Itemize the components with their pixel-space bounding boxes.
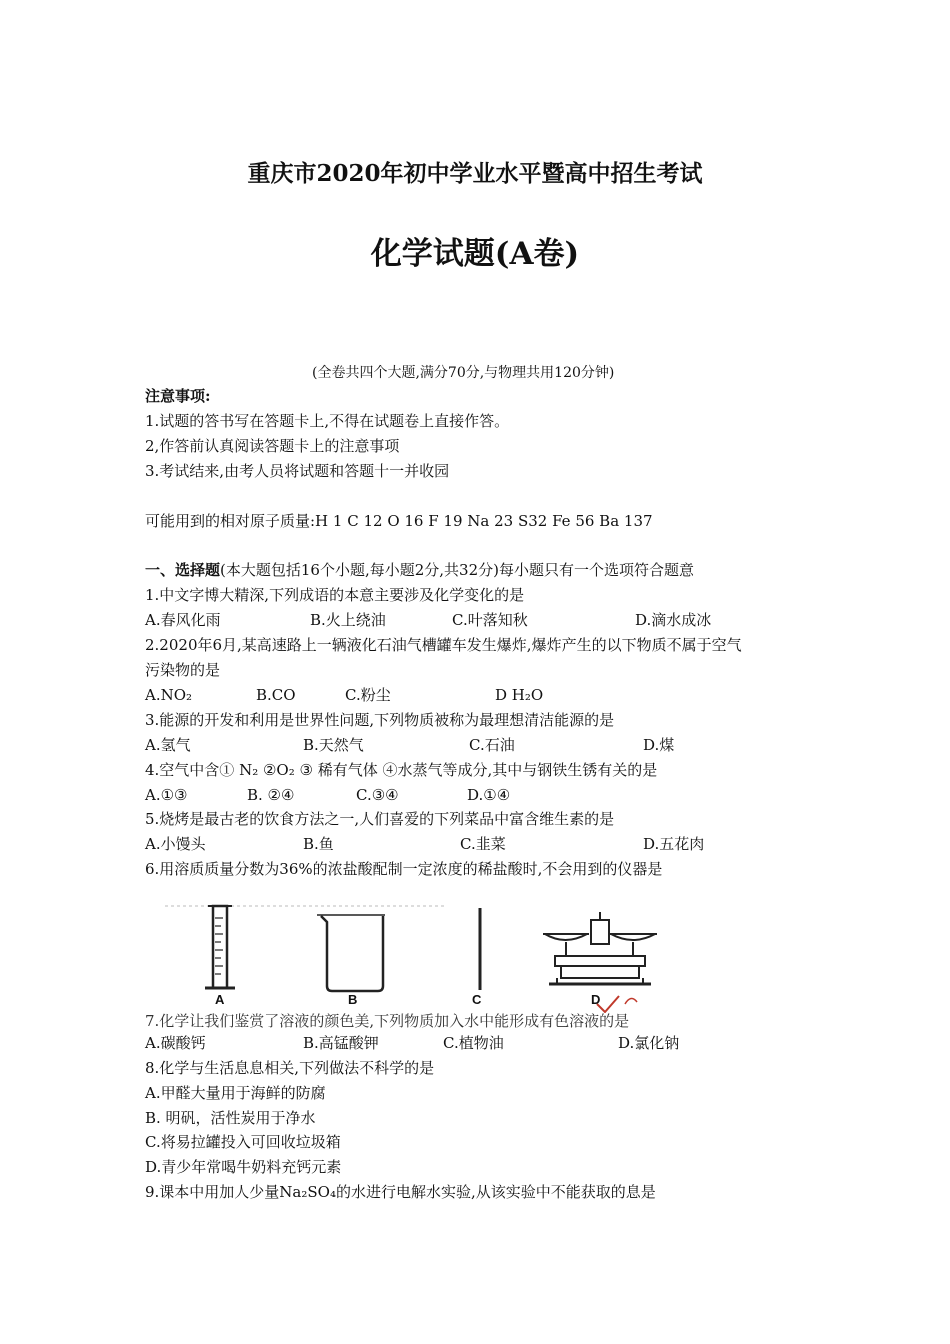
option: B.鱼 [303,835,334,853]
question-stem: 8.化学与生活息息相关,下列做法不科学的是 [145,1059,435,1077]
option: C.将易拉罐投入可回收垃圾箱 [145,1133,341,1151]
apparatus-figure [145,898,705,1013]
option: D.五花肉 [643,835,705,853]
option: B.CO [256,686,296,704]
question-stem: 1.中文字博大精深,下列成语的本意主要涉及化学变化的是 [145,586,525,604]
question-stem-cont: 污染物的是 [145,661,221,679]
section-desc: (本大题包括16个小题,每小题2分,共32分)每小题只有一个选项符合题意 [220,561,694,579]
figure-label-d: D [591,992,601,1007]
question-stem: 7.化学让我们鉴赏了溶液的颜色美,下列物质加入水中能形成有色溶液的是 [145,1012,630,1030]
question-stem: 2.2020年6月,某高速路上一辆液化石油气槽罐车发生爆炸,爆炸产生的以下物质不属于空气 [145,636,742,654]
options-row [145,734,845,756]
option: B.火上绕油 [310,611,386,629]
question-stem: 6.用溶质质量分数为36%的浓盐酸配制一定浓度的稀盐酸时,不会用到的仪器是 [145,860,663,878]
apparatus-drawing [145,898,705,1013]
options-row [145,784,845,806]
question-stem: 5.烧烤是最古老的饮食方法之一,人们喜爱的下列菜品中富含维生素的是 [145,810,615,828]
option: A.小馒头 [145,835,206,853]
exam-title: 重庆市2020年初中学业水平暨高中招生考试 [247,160,703,187]
question-stem: 9.课本中用加人少量Na₂SO₄的水进行电解水实验,从该实验中不能获取的息是 [145,1183,656,1201]
option: C.③④ [356,786,399,804]
option: A.甲醛大量用于海鲜的防腐 [145,1084,326,1102]
options-row [145,609,845,631]
section-title: 一、选择题 [145,561,221,579]
beaker-icon [317,915,385,991]
option: A.碳酸钙 [145,1034,206,1052]
figure-label-b: B [348,992,358,1007]
notice-item: 2,作答前认真阅读答题卡上的注意事项 [145,437,400,455]
balance-icon [543,912,657,984]
option: A.NO₂ [145,686,193,704]
exam-note: (全卷共四个大题,满分70分,与物理共用120分钟) [312,365,615,381]
option: B. 明矾，活性炭用于净水 [145,1109,316,1127]
atomic-masses: 可能用到的相对原子质量:H 1 C 12 O 16 F 19 Na 23 S32 Fe 56 Ba 137 [145,512,653,530]
option: D.滴水成冰 [635,611,712,629]
option: A.①③ [145,786,188,804]
option: B.高锰酸钾 [303,1034,379,1052]
figure-label-c: C [472,992,482,1007]
question-stem: 3.能源的开发和利用是世界性问题,下列物质被称为最理想清洁能源的是 [145,711,615,729]
option: D H₂O [495,686,544,704]
notice-item: 1.试题的答书写在答题卡上,不得在试题卷上直接作答。 [145,412,510,430]
question-stem: 4.空气中含① N₂ ②O₂ ③ 稀有气体 ④水蒸气等成分,其中与钢铁生锈有关的是 [145,761,658,779]
option: D.煤 [643,736,675,754]
option: C.植物油 [443,1034,504,1052]
option: C.粉尘 [345,686,391,704]
notice-item: 3.考试结来,由考人员将试题和答题十一并收园 [145,462,450,480]
options-row [145,684,845,706]
figure-label-a: A [215,992,225,1007]
option: B. ②④ [247,786,295,804]
option: C.韭菜 [460,835,506,853]
exam-subtitle: 化学试题(A卷) [370,236,580,272]
measuring-cylinder-icon [205,906,235,988]
option: C.叶落知秋 [452,611,528,629]
option: D.①④ [467,786,511,804]
options-row [145,833,845,855]
option: A.氢气 [145,736,191,754]
section-heading [145,559,694,581]
option: D.青少年常喝牛奶料充钙元素 [145,1158,342,1176]
option: C.石油 [469,736,515,754]
option: B.天然气 [303,736,364,754]
notices-heading: 注意事项: [145,387,211,405]
options-row [145,1032,845,1054]
option: A.春风化雨 [145,611,221,629]
option: D.氯化钠 [618,1034,680,1052]
